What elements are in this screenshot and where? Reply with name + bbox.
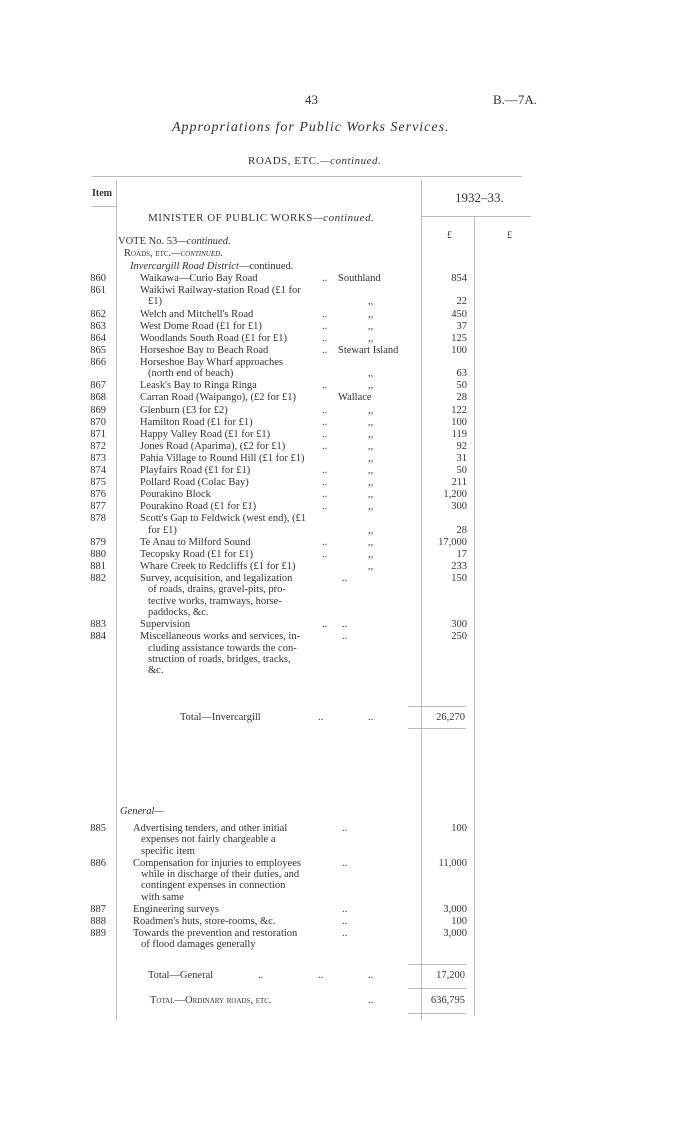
row-amount: 50 [456, 380, 467, 392]
subtotal-rule [408, 706, 466, 707]
vote-heading-main: VOTE No. 53 [118, 236, 178, 247]
item-number: 862 [90, 308, 106, 320]
item-number: 870 [90, 416, 106, 428]
item-number: 866 [90, 356, 106, 368]
row-description: Survey, acquisition, and legalization [140, 573, 293, 585]
item-number: 863 [90, 320, 106, 332]
total-rule [408, 728, 466, 729]
item-number: 883 [90, 619, 106, 631]
ditto-mark: ,, [368, 452, 374, 464]
row-description: Roadmen's huts, store-rooms, &c. [133, 915, 276, 927]
row-amount: 100 [451, 416, 467, 428]
row-description: Waikiwi Railway-station Road (£1 for [140, 285, 301, 297]
row-location: .. [342, 915, 348, 927]
total-general-amount: 17,200 [436, 970, 465, 981]
leader-dots: .. [368, 970, 374, 981]
vote-heading-cont: —continued. [177, 236, 231, 247]
minister-heading-cont: —continued. [312, 212, 375, 224]
item-number: 886 [90, 857, 106, 869]
row-description: £1) [148, 296, 162, 308]
ditto-mark: ,, [368, 428, 374, 440]
item-number: 877 [90, 501, 106, 513]
row-description: tective works, tramways, horse- [148, 595, 282, 607]
item-number: 889 [90, 927, 106, 939]
ditto-mark: ,, [368, 440, 374, 452]
item-number: 888 [90, 915, 106, 927]
row-description: while in discharge of their duties, and [141, 869, 300, 880]
item-number: 864 [90, 332, 106, 344]
roads-heading [124, 248, 223, 259]
item-number: 875 [90, 477, 106, 489]
item-number: 881 [90, 561, 106, 572]
leader-dots: .. [322, 440, 328, 452]
section-title [248, 155, 381, 167]
leader-dots: .. [322, 320, 328, 332]
row-amount: 854 [451, 273, 467, 284]
page-number: 43 [305, 92, 318, 107]
row-description: expenses not fairly chargeable a [141, 834, 276, 846]
document-reference: B.—7A. [493, 92, 538, 107]
row-description: Leask's Bay to Ringa Ringa [140, 380, 257, 392]
leader-dots: .. [368, 995, 374, 1006]
row-amount: 233 [451, 561, 467, 572]
row-amount: 300 [451, 619, 467, 631]
leader-dots: .. [318, 970, 324, 981]
ditto-mark: ,, [368, 308, 374, 320]
item-number: 884 [90, 631, 106, 643]
row-amount: 100 [451, 915, 467, 927]
row-description: Pourakino Block [140, 489, 211, 501]
leader-dots: .. [322, 380, 328, 392]
leader-dots: .. [318, 712, 324, 723]
row-description: of roads, drains, gravel-pits, pro- [148, 584, 286, 596]
total-general-label: Total—General [148, 970, 214, 981]
leader-dots: .. [368, 712, 374, 723]
item-number: 887 [90, 903, 106, 915]
table-top-rule [92, 176, 522, 177]
row-amount: 31 [456, 452, 467, 464]
row-location: .. [342, 631, 348, 643]
ditto-mark: ,, [368, 548, 374, 560]
row-description: contingent expenses in connection [141, 880, 286, 892]
item-number: 876 [90, 489, 106, 501]
row-amount: 3,000 [443, 903, 467, 915]
district-heading-main: Invercargill Road District [130, 261, 239, 272]
row-description: Happy Valley Road (£1 for £1) [140, 428, 271, 440]
leader-dots: .. [258, 970, 264, 981]
total-rule [408, 988, 466, 989]
row-description: paddocks, &c. [148, 607, 209, 618]
row-amount: 119 [451, 428, 467, 440]
item-number: 871 [90, 428, 106, 440]
row-location: .. [342, 927, 348, 939]
row-description: Glenburn (£3 for £2) [140, 404, 228, 416]
row-amount: 250 [451, 631, 467, 643]
leader-dots: .. [322, 332, 328, 344]
row-description: Horseshoe Bay to Beach Road [140, 344, 269, 356]
item-column-header: Item [92, 188, 112, 199]
item-number: 865 [90, 344, 106, 356]
row-description: Playfairs Road (£1 for £1) [140, 465, 251, 476]
row-amount: 22 [456, 296, 467, 308]
second-amount-column-rule [474, 216, 475, 1016]
leader-dots: .. [322, 548, 328, 560]
row-description: Supervision [140, 619, 191, 631]
minister-heading [148, 212, 374, 224]
district-heading-cont: —continued. [238, 261, 294, 272]
leader-dots: .. [322, 344, 328, 356]
ditto-mark: ,, [368, 477, 374, 489]
row-description: Carran Road (Waipango), (£2 for £1) [140, 392, 297, 404]
ditto-mark: ,, [368, 368, 374, 380]
row-description: Welch and Mitchell's Road [140, 308, 254, 320]
ditto-mark: ,, [368, 404, 374, 416]
total-rule [408, 1013, 466, 1014]
item-number: 873 [90, 452, 106, 464]
row-description: Pahia Village to Round Hill (£1 for £1) [140, 452, 305, 464]
item-number: 869 [90, 404, 106, 416]
pound-symbol: £ [507, 230, 512, 241]
total-ordinary-label: Total—Ordinary roads, etc. [150, 995, 272, 1006]
row-description: West Dome Road (£1 for £1) [140, 320, 262, 332]
row-description: of flood damages generally [141, 939, 256, 951]
row-amount: 150 [451, 573, 467, 585]
row-description: specific item [141, 845, 195, 857]
row-description: Whare Creek to Redcliffs (£1 for £1) [140, 561, 296, 572]
row-amount: 50 [456, 465, 467, 476]
row-amount: 1,200 [443, 489, 467, 501]
pound-symbol: £ [447, 230, 452, 241]
ditto-mark: ,, [368, 416, 374, 428]
item-number: 882 [90, 573, 106, 585]
row-description: Pourakino Road (£1 for £1) [140, 501, 257, 513]
row-amount: 28 [456, 524, 467, 536]
item-number: 885 [90, 823, 106, 834]
ditto-mark: ,, [368, 465, 374, 476]
item-header-rule [92, 206, 116, 207]
item-number: 872 [90, 440, 106, 452]
leader-dots: .. [322, 404, 328, 416]
row-description: Advertising tenders, and other initial [133, 823, 288, 834]
row-description: &c. [148, 665, 164, 677]
row-description: Tecopsky Road (£1 for £1) [140, 548, 253, 560]
row-description: Jones Road (Aparima), (£2 for £1) [140, 440, 286, 452]
row-location: Wallace [338, 392, 372, 404]
row-description: cluding assistance towards the con- [148, 642, 297, 654]
row-amount: 63 [456, 368, 467, 380]
leader-dots: .. [322, 477, 328, 489]
row-description: Waikawa—Curio Bay Road [140, 273, 258, 284]
item-number: 860 [90, 273, 106, 284]
item-number: 867 [90, 380, 106, 392]
leader-dots: .. [322, 619, 328, 631]
row-description: Pollard Road (Colac Bay) [140, 477, 249, 489]
row-description: Miscellaneous works and services, in- [140, 631, 301, 643]
leader-dots: .. [322, 308, 328, 320]
year-header-rule [421, 216, 531, 217]
year-column-header: 1932–33. [455, 190, 504, 205]
ditto-mark: ,, [368, 380, 374, 392]
row-location: .. [342, 619, 348, 631]
leader-dots: .. [322, 416, 328, 428]
item-column-rule [116, 180, 117, 1020]
row-description: Hamilton Road (£1 for £1) [140, 416, 253, 428]
row-description: Towards the prevention and restoration [133, 927, 298, 939]
row-amount: 211 [451, 477, 467, 489]
row-amount: 122 [451, 404, 467, 416]
district-heading [130, 261, 293, 272]
row-description: with same [141, 891, 184, 903]
leader-dots: .. [322, 489, 328, 501]
item-number: 874 [90, 465, 106, 476]
minister-heading-main: MINISTER OF PUBLIC WORKS [148, 212, 313, 224]
row-location: .. [342, 573, 348, 585]
row-amount: 17,000 [438, 536, 467, 548]
vote-heading [118, 236, 231, 247]
general-heading: General— [120, 806, 164, 817]
item-number: 861 [90, 285, 106, 297]
row-location: .. [342, 823, 348, 834]
row-description: Woodlands South Road (£1 for £1) [140, 332, 288, 344]
ditto-mark: ,, [368, 501, 374, 513]
roads-heading-cont: —continued. [171, 248, 223, 259]
ditto-mark: ,, [368, 536, 374, 548]
leader-dots: .. [322, 465, 328, 476]
row-location: Stewart Island [338, 344, 399, 356]
row-amount: 37 [456, 320, 467, 332]
row-amount: 28 [456, 392, 467, 404]
total-invercargill-amount: 26,270 [436, 712, 465, 723]
leader-dots: .. [322, 501, 328, 513]
row-amount: 11,000 [438, 857, 467, 869]
ditto-mark: ,, [368, 332, 374, 344]
leader-dots: .. [322, 536, 328, 548]
ditto-mark: ,, [368, 561, 374, 572]
row-description: Horseshoe Bay Wharf approaches [140, 356, 283, 368]
row-amount: 17 [456, 548, 467, 560]
total-ordinary-amount: 636,795 [430, 995, 465, 1006]
total-invercargill-label: Total—Invercargill [180, 712, 261, 723]
item-number: 878 [90, 513, 106, 525]
item-number: 880 [90, 548, 106, 560]
row-description: Engineering surveys [133, 903, 220, 915]
row-description: struction of roads, bridges, tracks, [148, 653, 291, 665]
row-description: Compensation for injuries to employees [133, 857, 301, 869]
row-description: Scott's Gap to Feldwick (west end), (£1 [140, 513, 307, 525]
row-location: .. [342, 857, 348, 869]
row-amount: 450 [451, 308, 467, 320]
ditto-mark: ,, [368, 524, 374, 536]
ditto-mark: ,, [368, 320, 374, 332]
section-title-main: ROADS, ETC. [248, 155, 320, 167]
row-location: .. [342, 903, 348, 915]
section-title-cont: —continued. [319, 155, 382, 167]
item-number: 868 [90, 392, 106, 404]
leader-dots: .. [322, 428, 328, 440]
row-description: for £1) [148, 524, 177, 536]
row-amount: 92 [456, 440, 467, 452]
leader-dots: .. [322, 273, 328, 284]
row-description: (north end of beach) [148, 368, 234, 380]
row-amount: 100 [451, 344, 467, 356]
row-amount: 100 [451, 823, 467, 834]
item-number: 879 [90, 536, 106, 548]
row-amount: 300 [451, 501, 467, 513]
ditto-mark: ,, [368, 489, 374, 501]
row-amount: 125 [451, 332, 467, 344]
ditto-mark: ,, [368, 296, 374, 308]
row-location: Southland [338, 273, 381, 284]
row-amount: 3,000 [443, 927, 467, 939]
roads-heading-main: Roads, etc. [124, 248, 172, 259]
subtotal-rule [408, 964, 466, 965]
row-description: Te Anau to Milford Sound [140, 536, 251, 548]
page-title: Appropriations for Public Works Services. [172, 120, 450, 135]
